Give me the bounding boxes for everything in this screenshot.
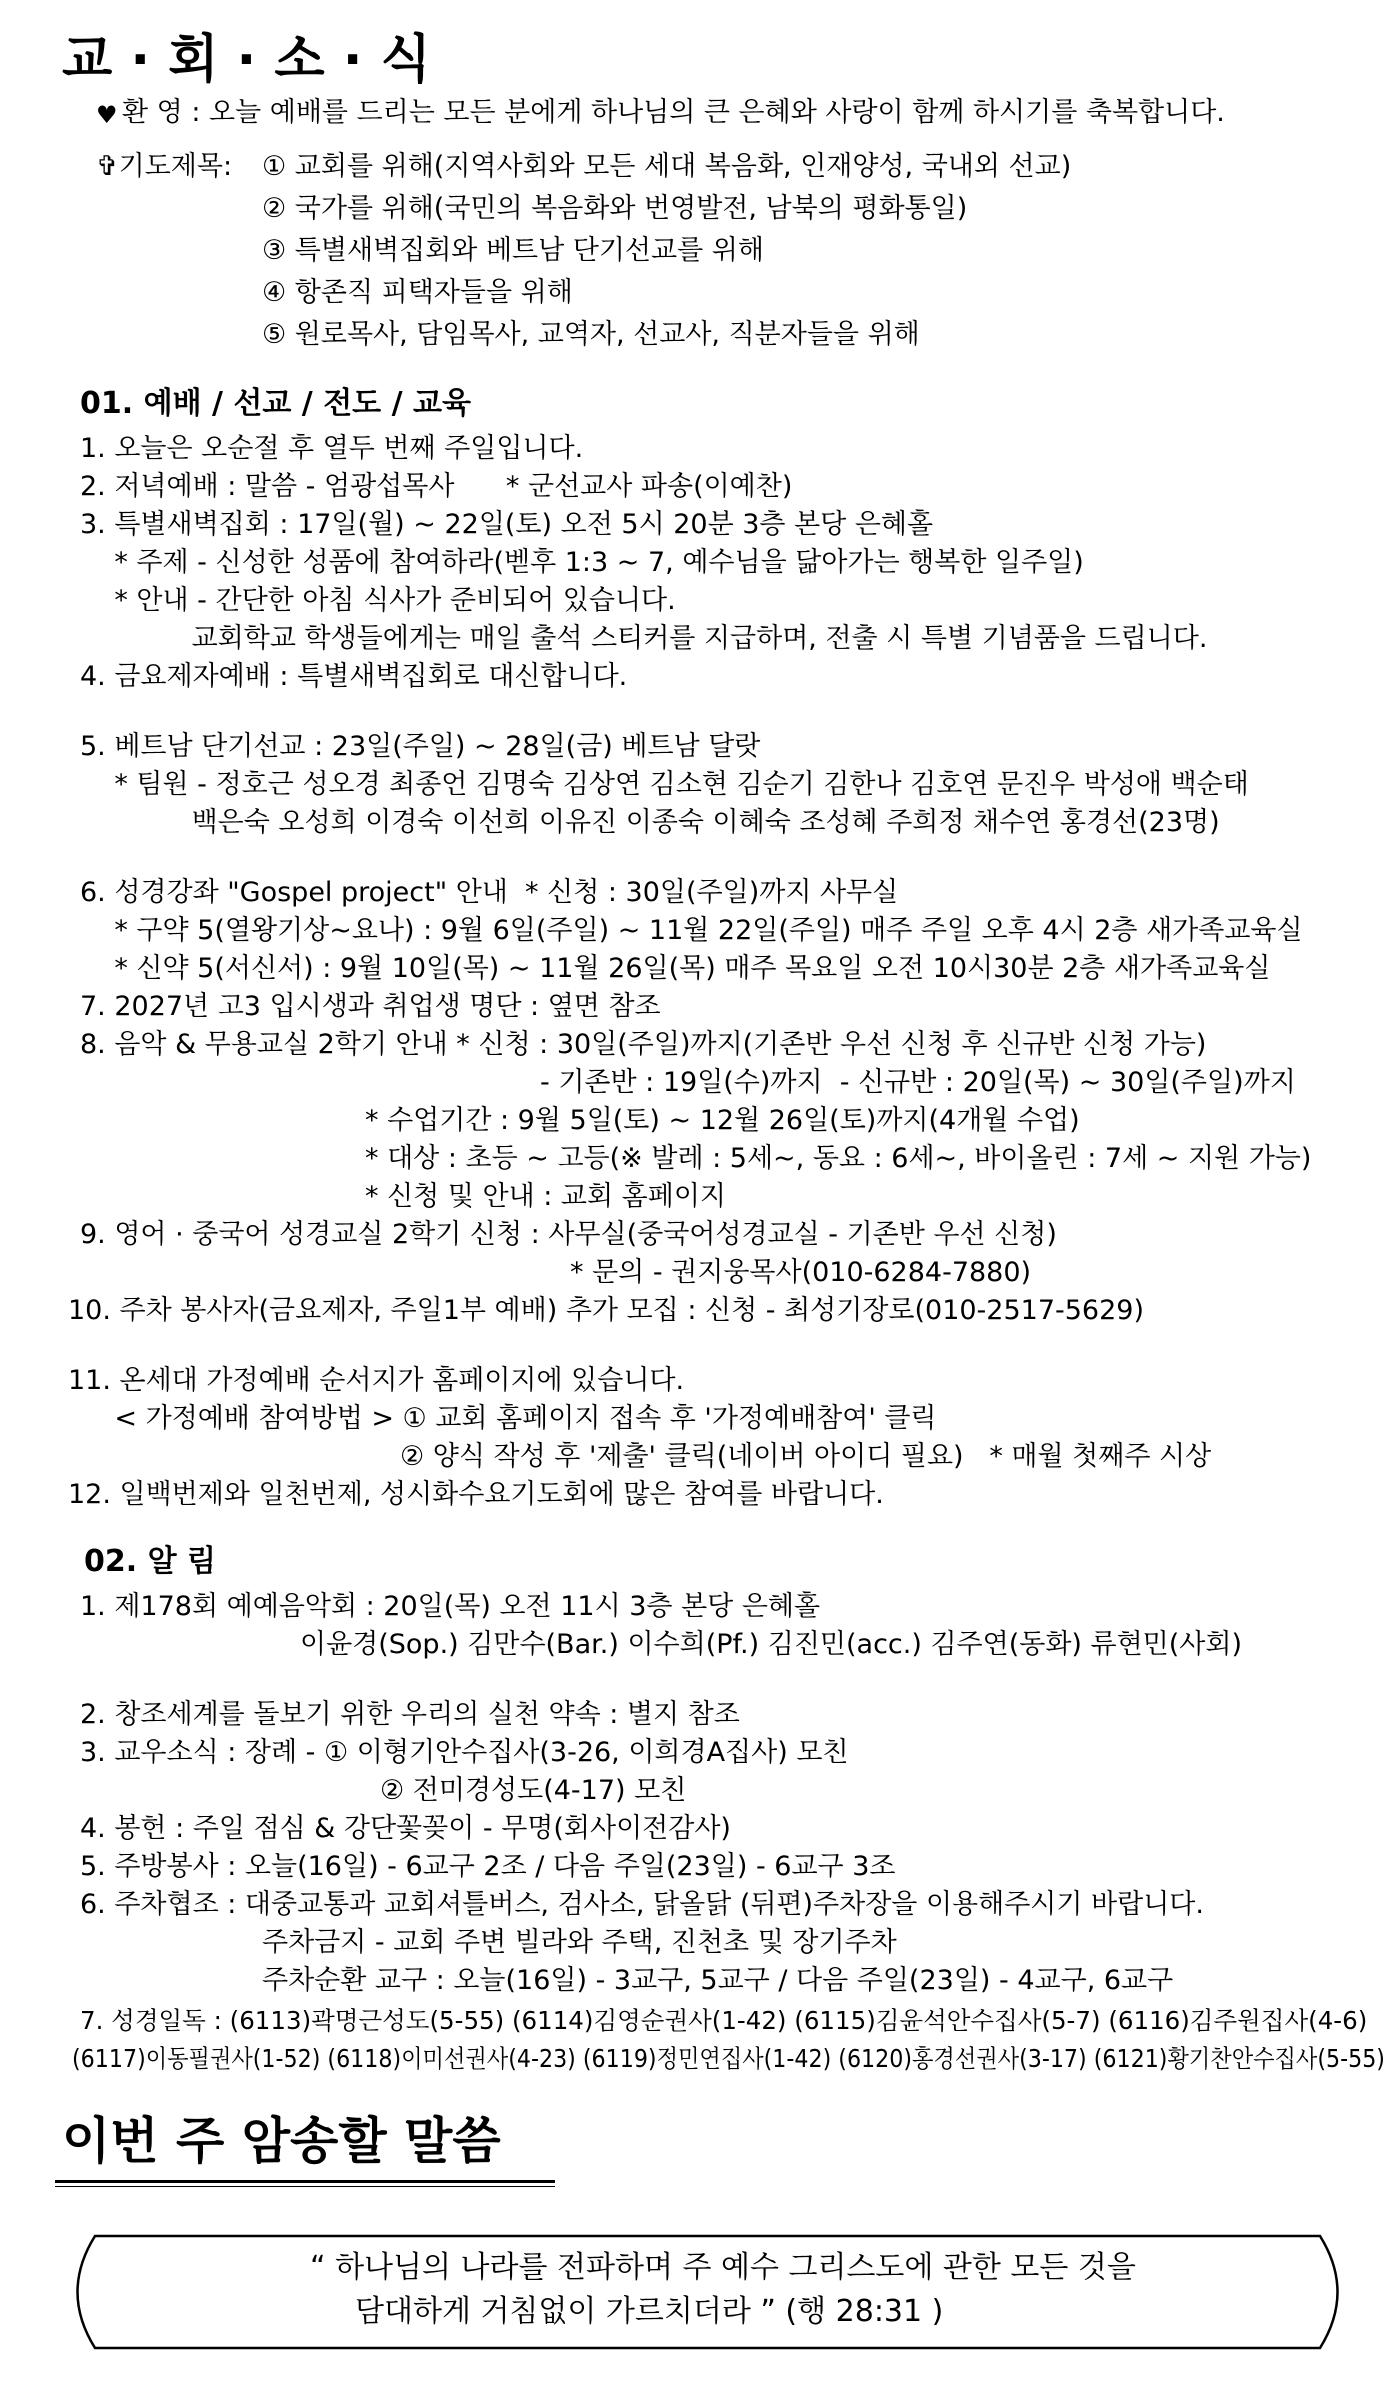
notice-line: 1. 제178회 예예음악회 : 20일(목) 오전 11시 3층 본당 은혜홀: [80, 1591, 821, 1622]
welcome-bullet-icon: ♥: [96, 101, 118, 129]
notice-line: 6. 성경강좌 "Gospel project" 안내 * 신청 : 30일(주일)까지 사무실: [80, 877, 899, 908]
notice-line: - 기존반 : 19일(수)까지 - 신규반 : 20일(목) ~ 30일(주일)까지: [540, 1067, 1296, 1098]
notice-line: 10. 주차 봉사자(금요제자, 주일1부 예배) 추가 모집 : 신청 - 최성기장로(010-2517-5629): [68, 1295, 1144, 1326]
prayer-item: ④ 항존직 피택자들을 위해: [262, 277, 573, 308]
prayer-label: ✞기도제목:: [96, 151, 233, 182]
memory-verse-line: 담대하게 거침없이 가르치더라 ” (행 28:31 ): [355, 2294, 944, 2329]
notice-line: 7. 2027년 고3 입시생과 취업생 명단 : 옆면 참조: [80, 991, 661, 1022]
notice-line: 주차순환 교구 : 오늘(16일) - 3교구, 5교구 / 다음 주일(23일) - 4교구, 6교구: [262, 1965, 1174, 1996]
prayer-item: ⑤ 원로목사, 담임목사, 교역자, 선교사, 직분자들을 위해: [262, 319, 920, 350]
title-underline-thin: [55, 2186, 555, 2187]
notice-line: 11. 온세대 가정예배 순서지가 홈페이지에 있습니다.: [68, 1365, 685, 1396]
notice-line: 6. 주차협조 : 대중교통과 교회셔틀버스, 검사소, 닭올닭 (뒤편)주차장을 이용해주시기 바랍니다.: [80, 1889, 1204, 1920]
section-title: 01. 예배 / 선교 / 전도 / 교육: [80, 386, 471, 421]
notice-line: 5. 주방봉사 : 오늘(16일) - 6교구 2조 / 다음 주일(23일) - 6교구 3조: [80, 1851, 896, 1882]
notice-line: < 가정예배 참여방법 > ① 교회 홈페이지 접속 후 '가정예배참여' 클릭: [80, 1403, 937, 1434]
notice-line: 교회학교 학생들에게는 매일 출석 스티커를 지급하며, 전출 시 특별 기념품을 드립니다.: [80, 623, 1208, 654]
notice-line: * 구약 5(열왕기상~요나) : 9월 6일(주일) ~ 11월 22일(주일) 매주 주일 오후 4시 2층 새가족교육실: [80, 915, 1303, 946]
memory-verse-line: “ 하나님의 나라를 전파하며 주 예수 그리스도에 관한 모든 것을: [310, 2250, 1136, 2285]
notice-line: 이윤경(Sop.) 김만수(Bar.) 이수희(Pf.) 김진민(acc.) 김주연(동화) 류현민(사회): [300, 1629, 1242, 1660]
notice-line: * 주제 - 신성한 성품에 참여하라(벧후 1:3 ~ 7, 예수님을 닮아가는 행복한 일주일): [80, 547, 1084, 578]
notice-line: 2. 창조세계를 돌보기 위한 우리의 실천 약속 : 별지 참조: [80, 1699, 740, 1730]
prayer-item: ① 교회를 위해(지역사회와 모든 세대 복음화, 인재양성, 국내외 선교): [262, 151, 1072, 182]
notice-line: 4. 금요제자예배 : 특별새벽집회로 대신합니다.: [80, 661, 628, 692]
notice-line: 7. 성경일독 : (6113)곽명근성도(5-55) (6114)김영순권사(1-42) (6115)김윤석안수집사(5-7) (6116)김주원집사(4-6): [80, 2006, 1368, 2035]
notice-line: 9. 영어 · 중국어 성경교실 2학기 신청 : 사무실(중국어성경교실 - 기존반 우선 신청): [80, 1219, 1057, 1250]
notice-line: * 신청 및 안내 : 교회 홈페이지: [365, 1181, 726, 1212]
notice-line: 2. 저녁예배 : 말씀 - 엄광섭목사 * 군선교사 파송(이예찬): [80, 471, 793, 502]
notice-line: (6117)이동필권사(1-52) (6118)이미선권사(4-23) (6119)정민연집사(1-42) (6120)홍경선권사(3-17) (6121)황기찬안수집사(5-55): [72, 2044, 1385, 2073]
notice-line: 4. 봉헌 : 주일 점심 & 강단꽃꽂이 - 무명(회사이전감사): [80, 1813, 731, 1844]
notice-line: * 신약 5(서신서) : 9월 10일(목) ~ 11월 26일(목) 매주 목요일 오전 10시30분 2층 새가족교육실: [80, 953, 1271, 984]
notice-line: 12. 일백번제와 일천번제, 성시화수요기도회에 많은 참여를 바랍니다.: [68, 1479, 884, 1510]
prayer-item: ③ 특별새벽집회와 베트남 단기선교를 위해: [262, 235, 764, 266]
notice-line: 5. 베트남 단기선교 : 23일(주일) ~ 28일(금) 베트남 달랏: [80, 731, 761, 762]
notice-line: * 팀원 - 정호근 성오경 최종언 김명숙 김상연 김소현 김순기 김한나 김호연 문진우 박성애 백순태: [80, 769, 1249, 800]
notice-line: 3. 특별새벽집회 : 17일(월) ~ 22일(토) 오전 5시 20분 3층 본당 은혜홀: [80, 509, 934, 540]
notice-line: 8. 음악 & 무용교실 2학기 안내 * 신청 : 30일(주일)까지(기존반 우선 신청 후 신규반 신청 가능): [80, 1029, 1207, 1060]
memory-verse-title: 이번 주 암송할 말씀: [62, 2112, 501, 2170]
notice-line: * 안내 - 간단한 아침 식사가 준비되어 있습니다.: [80, 585, 676, 616]
page-title: 교 · 회 · 소 · 식: [62, 30, 431, 90]
notice-line: ② 양식 작성 후 '제출' 클릭(네이버 아이디 필요) * 매월 첫째주 시상: [400, 1441, 1212, 1472]
notice-line: 주차금지 - 교회 주변 빌라와 주택, 진천초 및 장기주차: [262, 1927, 897, 1958]
notice-line: 백은숙 오성희 이경숙 이선희 이유진 이종숙 이혜숙 조성혜 주희정 채수연 홍경선(23명): [80, 807, 1220, 838]
notice-line: * 수업기간 : 9월 5일(토) ~ 12월 26일(토)까지(4개월 수업): [365, 1105, 1080, 1136]
notice-line: * 대상 : 초등 ~ 고등(※ 발레 : 5세~, 동요 : 6세~, 바이올린 : 7세 ~ 지원 가능): [365, 1143, 1312, 1174]
notice-line: 3. 교우소식 : 장례 - ① 이형기안수집사(3-26, 이희경A집사) 모친: [80, 1737, 849, 1768]
prayer-item: ② 국가를 위해(국민의 복음화와 번영발전, 남북의 평화통일): [262, 193, 968, 224]
notice-line: ② 전미경성도(4-17) 모친: [380, 1775, 687, 1806]
welcome-text: 환 영 : 오늘 예배를 드리는 모든 분에게 하나님의 큰 은혜와 사랑이 함께 하시기를 축복합니다.: [122, 97, 1225, 128]
notice-line: 1. 오늘은 오순절 후 열두 번째 주일입니다.: [80, 433, 584, 464]
title-underline: [55, 2180, 555, 2183]
section-title: 02. 알 림: [84, 1544, 216, 1579]
memory-verse-box: [55, 2232, 1360, 2352]
notice-line: * 문의 - 권지웅목사(010-6284-7880): [570, 1257, 1032, 1288]
